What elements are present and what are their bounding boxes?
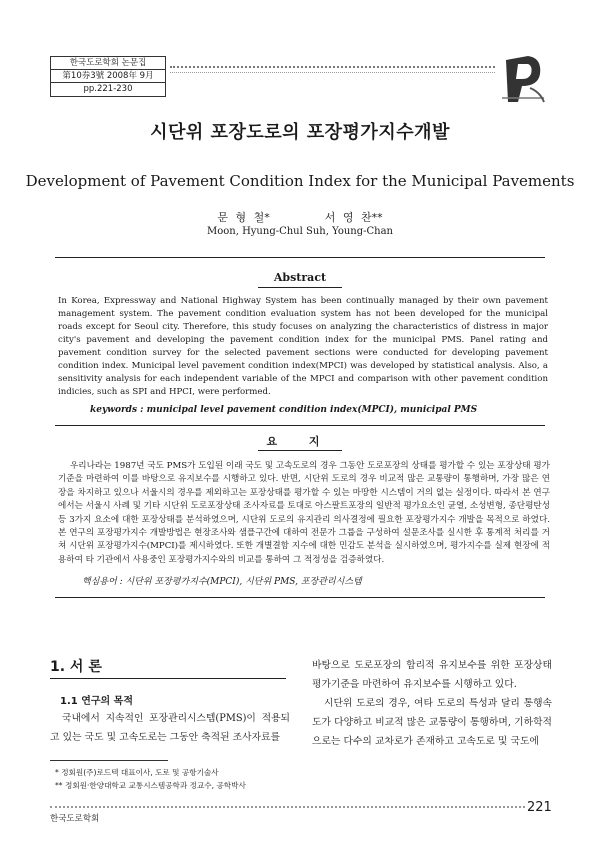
keywords-korean: 핵심용어 : 시단위 포장평가지수(MPCI), 시단위 PMS, 포장관리시스템 xyxy=(82,577,362,587)
society-logo-icon xyxy=(500,52,546,104)
title-english: Development of Pavement Condition Index for the Municipal Pavements xyxy=(25,172,575,190)
subsection-title: 1.1 연구의 목적 xyxy=(60,696,133,707)
header-divider xyxy=(170,66,495,68)
journal-issue: 第10券3號 2008年 9月 xyxy=(51,70,165,83)
abstract-body: In Korea, Expressway and National Highway System has been continually managed by their own pavement management system. The pavement condition evaluation system has not been developed for the municipal roads except for Seoul city. Therefore, this study focuses on analyzing the characteristics of distress in major city's pavement and developing the pavement condition index for the municipal PMS. Panel rating and pavement condition survey for the selected pavement sections were conducted for developing pavement condition index. Municipal level pavement condition index(MPCI) was developed by statistical analysis. Also, a sensitivity analysis for each independent variable of the MPCI and comparison with other pavement condition indicies, such as SPI and HPCI, were performed. xyxy=(58,296,548,397)
yoji-heading: 요 지 xyxy=(266,435,334,448)
author-2: 서 영 찬** xyxy=(324,211,383,224)
abstract-heading-underline xyxy=(258,287,342,288)
footnote-1: * 정회원(주)로드텍 대표이사, 도로 및 공항기술사 xyxy=(55,768,219,777)
footnotes xyxy=(55,766,246,792)
right-paragraph-1: 바탕으로 도로포장의 합리적 유지보수를 위한 포장상태 평가기준을 마련하여 유지보수를 시행하고 있다. xyxy=(312,660,552,690)
abstract-top-rule xyxy=(55,257,545,258)
yoji-heading-underline xyxy=(258,450,342,451)
yoji-bottom-rule xyxy=(55,597,545,598)
yoji-body xyxy=(58,460,550,567)
keywords-english: keywords : municipal level pavement condition index(MPCI), municipal PMS xyxy=(90,405,478,415)
footnote-rule xyxy=(50,760,168,761)
yoji-top-rule xyxy=(55,425,545,426)
body-left-column xyxy=(50,709,290,747)
header-divider-thin xyxy=(170,72,495,73)
footer-society: 한국도로학회 xyxy=(50,814,100,824)
authors-english: Moon, Hyung-Chul Suh, Young-Chan xyxy=(206,226,393,237)
right-paragraph-2: 시단위 도로의 경우, 여타 도로의 특성과 달리 통행속도가 다양하고 비교적 많은 교통량이 통행하며, 기하학적으로는 다수의 교차로가 존재하고 고속도로 및 국도에 xyxy=(312,698,552,747)
section-title-rule xyxy=(50,678,286,679)
page-number: 221 xyxy=(527,800,552,815)
section-title: 1. 서 론 xyxy=(50,659,102,675)
body-right-column xyxy=(312,656,552,751)
journal-name: 한국도로학회 논문집 xyxy=(51,57,165,70)
journal-info-box xyxy=(50,56,166,97)
title-korean: 시단위 포장도로의 포장평가지수개발 xyxy=(150,122,450,143)
journal-pages: pp.221-230 xyxy=(83,84,133,94)
authors-korean xyxy=(0,209,600,225)
author-1: 문 형 철* xyxy=(217,211,270,224)
footnote-2: ** 정회원·한양대학교 교통시스템공학과 정교수, 공학박사 xyxy=(55,781,246,790)
yoji-paragraph: 우리나라는 1987년 국도 PMS가 도입된 이래 국도 및 고속도로의 경우 그동안 도로포장의 상태를 평가할 수 있는 포장상태 평가기준을 마련하여 이를 바탕으로 유지보수를 시행하고 있다. 반면, 시단위 도로의 경우 비교적 많은 교통량이 통행하며, 가장 많은 연장을 차지하고 있으나 서울시의 경우를 제외하고는 포장상태를 평가할 수 있는 마땅한 시스템이 거의 없는 실정이다. 따라서 본 연구에서는 서울시 사례 및 기타 시단위 도로포장상태 조사자료를 토대로 아스팔트포장의 일반적 평가요소인 균열, 소성변형, 종단평탄성 등 3가지 요소에 대한 포장상태를 분석하였으며, 시단위 도로의 유지관리 의사결정에 필요한 포장평가지수 개발을 목적으로 하였다. 본 연구의 포장평가지수 개발방법은 현장조사와 샘플구간에 대하여 전문가 그룹을 구성하여 설문조사를 실시한 후 통계적 처리를 거쳐 시단위 포장평가지수(MPCI)를 제시하였다. 또한 개별결함 지수에 대한 민감도 분석을 실시하였으며, 평가지수를 실제 현장에 적용하여 타 기관에서 사용중인 포장평가지수와의 비교를 통하여 그 적정성을 검증하였다. xyxy=(58,461,550,565)
footer-divider xyxy=(50,806,525,808)
abstract-heading: Abstract xyxy=(273,271,327,284)
left-paragraph: 국내에서 지속적인 포장관리시스템(PMS)이 적용되고 있는 국도 및 고속도로는 그동안 축적된 조사자료를 xyxy=(50,713,290,743)
